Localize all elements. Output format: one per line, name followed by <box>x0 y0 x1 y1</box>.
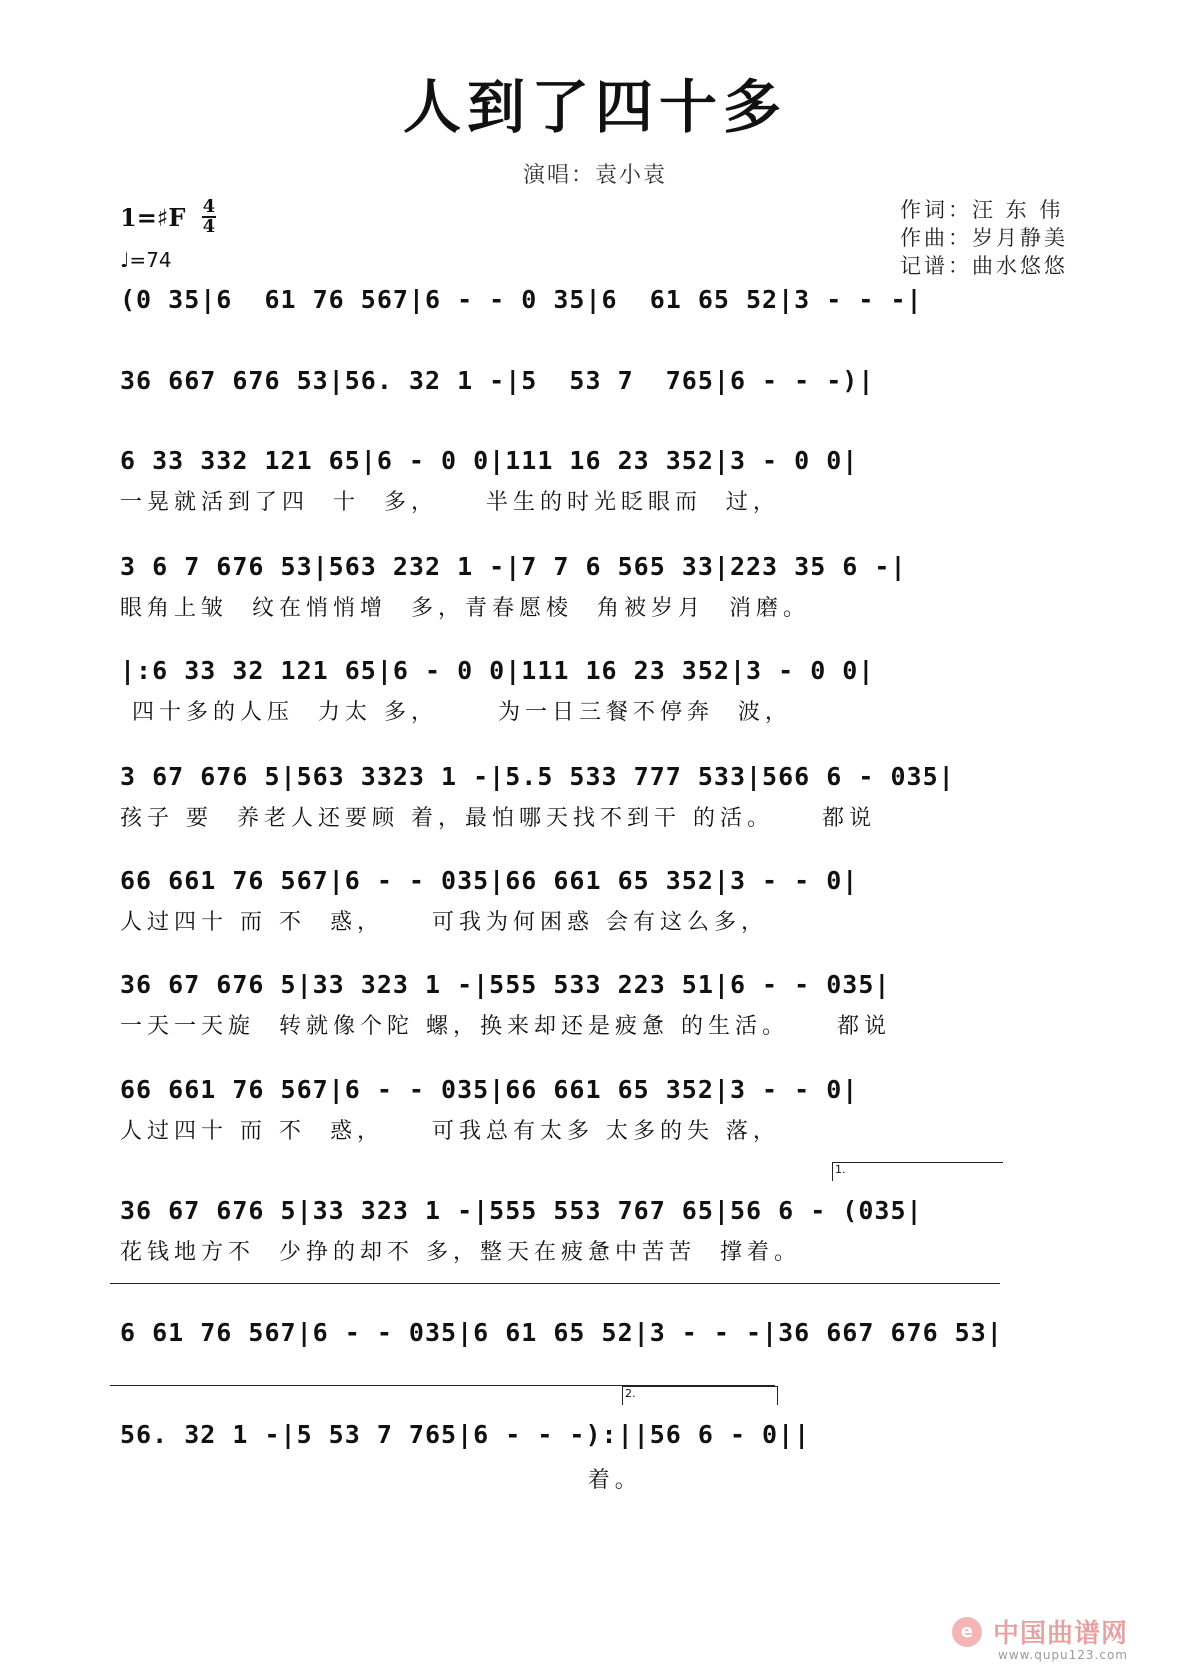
score-row-lyric: 花钱地方不 少挣的却不 多，整天在疲惫中苦苦 撑着。 <box>120 1240 801 1265</box>
composer-credit: 作曲：岁月静美 <box>900 226 1068 250</box>
score-row-notes: 6 33 332 121 65|6 - 0 0|111 16 23 352|3 - 0 0| <box>120 446 859 475</box>
site-logo-icon: e <box>952 1617 982 1647</box>
score-row-notes: 36 67 676 5|33 323 1 -|555 553 767 65|56 6 - (035| <box>120 1196 923 1225</box>
watermark-brand: 中国曲谱网 <box>992 1619 1128 1649</box>
volta-first: 1. <box>832 1162 1003 1181</box>
score-row-lyric: 一晃就活到了四 十 多， 半生的时光眨眼而 过， <box>120 490 780 515</box>
key-signature-block <box>120 198 216 236</box>
song-title: 人到了四十多 <box>402 73 787 141</box>
score-row-notes: 36 67 676 5|33 323 1 -|555 533 223 51|6 - - 035| <box>120 970 891 999</box>
score-row-notes: 3 6 7 676 53|563 232 1 -|7 7 6 565 33|223 35 6 -| <box>120 552 907 581</box>
score-row-lyric: 一天一天旋 转就像个陀 螺，换来却还是疲惫 的生活。 都说 <box>120 1014 891 1039</box>
lyricist-credit: 作词：汪 东 伟 <box>900 198 1064 222</box>
score-row-notes: 56. 32 1 -|5 53 7 765|6 - - -):||56 6 - 0|| <box>120 1420 811 1449</box>
score-row-notes: 66 661 76 567|6 - - 035|66 661 65 352|3 - - 0| <box>120 866 859 895</box>
score-row-lyric: 眼角上皱 纹在悄悄增 多，青春愿棱 角被岁月 消磨。 <box>120 596 810 621</box>
section-divider <box>110 1283 1000 1284</box>
score-row-notes: 3 67 676 5|563 3323 1 -|5.5 533 777 533|566 6 - 035| <box>120 762 955 791</box>
time-bottom: 4 <box>202 216 216 237</box>
site-watermark <box>952 1613 1128 1662</box>
score-row-lyric: 孩子 要 养老人还要顾 着，最怕哪天找不到干 的活。 都说 <box>120 806 876 831</box>
score-row-notes: 66 661 76 567|6 - - 035|66 661 65 352|3 - - 0| <box>120 1075 859 1104</box>
score-row-notes: (0 35|6 61 76 567|6 - - 0 35|6 61 65 52|3 - - -| <box>120 285 923 314</box>
time-signature <box>202 198 216 236</box>
score-row-notes: 36 667 676 53|56. 32 1 -|5 53 7 765|6 - - -)| <box>120 366 875 395</box>
transcriber-credit: 记谱：曲水悠悠 <box>900 254 1068 278</box>
volta-second: 2. <box>622 1386 778 1405</box>
tempo-marking: ♩=74 <box>120 248 172 272</box>
score-row-notes: |:6 33 32 121 65|6 - 0 0|111 16 23 352|3 - 0 0| <box>120 656 875 685</box>
key-signature: 1=♯F <box>120 202 186 232</box>
singer-line: 演唱：袁小袁 <box>522 163 667 188</box>
credits-block <box>900 196 1068 280</box>
watermark-url: www.qupu123.com <box>998 1648 1128 1662</box>
score-row-lyric: 人过四十 而 不 惑， 可我为何困惑 会有这么多， <box>120 910 768 935</box>
time-top: 4 <box>202 196 216 217</box>
score-row-lyric: 着。 <box>120 1468 642 1493</box>
score-row-lyric: 四十多的人压 力太 多， 为一日三餐不停奔 波， <box>120 700 792 725</box>
score-row-notes: 6 61 76 567|6 - - 035|6 61 65 52|3 - - -|36 667 676 53| <box>120 1318 1003 1347</box>
score-row-lyric: 人过四十 而 不 惑， 可我总有太多 太多的失 落， <box>120 1119 780 1144</box>
